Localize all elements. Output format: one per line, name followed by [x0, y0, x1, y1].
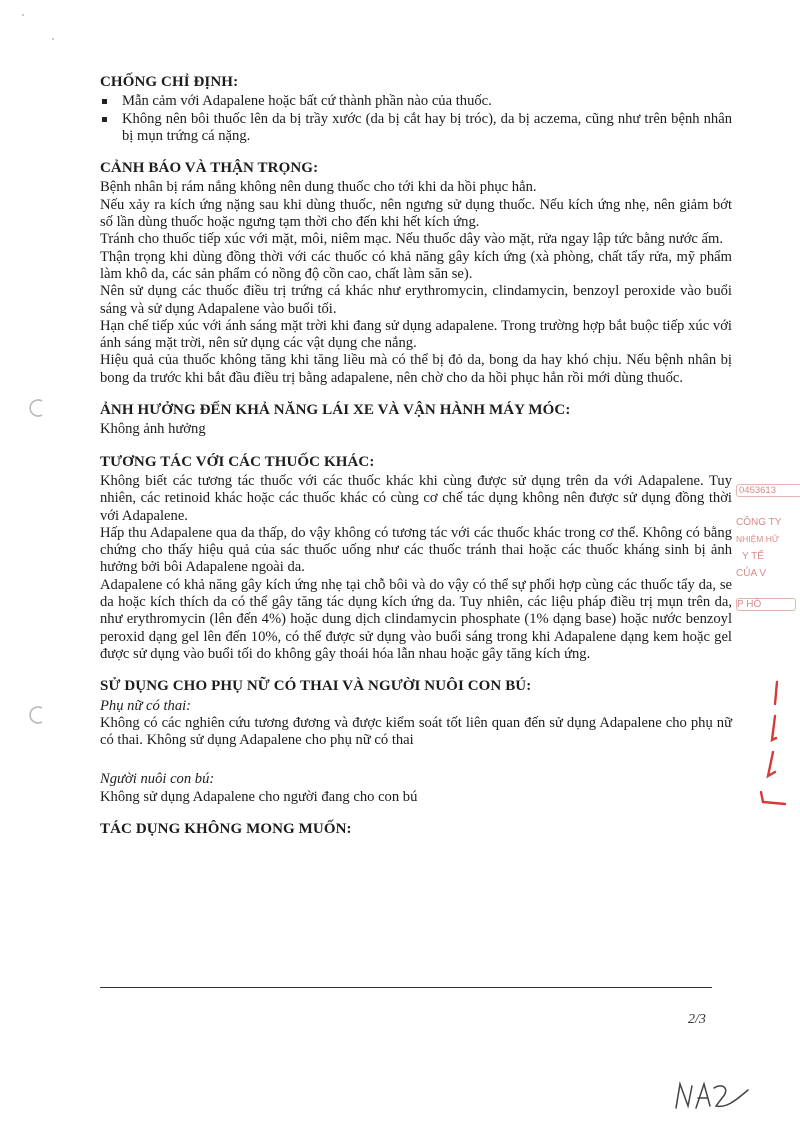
section-side-effects [100, 821, 732, 838]
paragraph: Nên sử dụng các thuốc điều trị trứng cá khác như erythromycin, clindamycin, benzoyl peroxide vào buổi sáng và sử dụng Adapalene vào buổi tối. [100, 283, 732, 317]
punch-hole-icon [26, 397, 48, 419]
subheading-pregnant: Phụ nữ có thai: [100, 697, 192, 714]
stamp-line: NHIỆM HỮ [736, 534, 780, 544]
punch-hole-icon [26, 704, 48, 726]
paragraph: Hấp thu Adapalene qua da thấp, do vậy không có tương tác với các thuốc khác trong cơ thể. Không có bằng chứng cho thấy hiệu quả của sác thuốc uống như các thuốc tránh thai hoặc các thuốc kháng sinh bị ảnh hưởng bởi bôi Adapalene ngoài da. [100, 524, 732, 576]
paragraph: Không biết các tương tác thuốc với các thuốc khác khi cùng được sử dụng trên da với Adapalene. Tuy nhiên, các retinoid khác hoặc các thuốc khác có cùng cơ chế tác dụng không nên được sử dụng đồng thời với Adapalene. [100, 472, 732, 524]
bullet-icon [102, 99, 107, 104]
section-heading: TÁC DỤNG KHÔNG MONG MUỐN: [100, 820, 352, 837]
paragraph: Không sử dụng Adapalene cho người đang cho con bú [100, 788, 418, 805]
section-interactions [100, 454, 732, 664]
red-signature-mark-icon [755, 680, 791, 810]
list-item-text: Mẫn cảm với Adapalene hoặc bất cứ thành phần nào của thuốc. [122, 93, 492, 110]
subheading-nursing: Người nuôi con bú: [100, 771, 215, 788]
paragraph: Tránh cho thuốc tiếp xúc với mặt, môi, niêm mạc. Nếu thuốc dây vào mặt, rửa ngay lập tức bằng nước ấm. [100, 231, 724, 248]
company-stamp [728, 484, 800, 620]
footer-divider [100, 987, 712, 988]
section-heading: ẢNH HƯỞNG ĐẾN KHẢ NĂNG LÁI XE VÀ VẬN HÀNH MÁY MÓC: [100, 402, 571, 419]
stamp-line: CÔNG TY [736, 517, 782, 528]
paragraph: Hạn chế tiếp xúc với ánh sáng mặt trời khi đang sử dụng adapalene. Trong trường hợp bắt buộc tiếp xúc với ánh sáng mặt trời, nên sử dụng các vật dụng che nắng. [100, 317, 732, 352]
list-item-text: Không nên bôi thuốc lên da bị trầy xước (da bị cắt hay bị tróc), da bị aczema, cũng như trên bệnh nhân bị mụn trứng cá nặng. [122, 110, 732, 144]
scan-speck [22, 14, 24, 16]
paragraph: Không ảnh hưởng [100, 421, 206, 438]
section-heading: CẢNH BÁO VÀ THẬN TRỌNG: [100, 160, 319, 177]
stamp-line: CỦA V [736, 568, 767, 579]
section-contraindications [100, 74, 732, 145]
section-heading: TƯƠNG TÁC VỚI CÁC THUỐC KHÁC: [100, 453, 375, 470]
paragraph: Adapalene có khả năng gây kích ứng nhẹ tại chỗ bôi và do vậy có thể sự phối hợp cùng các thuốc tẩy da, se da hoặc kích thích da có thể gây tăng tác dụng kích ứng da. Tuy nhiên, các liệu pháp điều trị mụn trên da, như erythromycin (lên đến 4%) hoặc dung dịch clindamycin phosphate (1% dạng base) hoặc nước benzoyl peroxid dạng gel lên đến 10%, có thể được sử dụng vào buổi sáng trong khi Adapalene dạng kem hoặc gel được sử dụng vào buổi tối do không gây thoái hóa lẫn nhau hoặc gây tăng kích ứng. [100, 576, 732, 662]
scan-speck [52, 38, 54, 40]
section-warnings [100, 160, 732, 387]
bullet-icon [102, 117, 107, 122]
paragraph: Thận trọng khi dùng đồng thời với các thuốc có khả năng gây kích ứng (xà phòng, chất tẩy rửa, mỹ phẩm làm khô da, các sản phẩm có nồng độ cồn cao, chất làm săn se). [100, 248, 732, 282]
paragraph: Nếu xảy ra kích ứng nặng sau khi dùng thuốc, nên ngưng sử dụng thuốc. Nếu kích ứng nhẹ, nên giảm bớt số lần dùng thuốc hoặc ngưng tạm thời cho đến khi hết kích ứng. [100, 196, 732, 231]
page-number: 2/3 [688, 1012, 706, 1027]
contraindication-list [100, 93, 732, 145]
paragraph: Không có các nghiên cứu tương đương và được kiểm soát tốt liên quan đến sử dụng Adapalene cho phụ nữ có thai. Không sử dụng Adapalene cho phụ nữ có thai [100, 714, 732, 749]
list-item [100, 93, 732, 110]
section-heading: SỬ DỤNG CHO PHỤ NỮ CÓ THAI VÀ NGƯỜI NUÔI CON BÚ: [100, 678, 532, 695]
section-driving [100, 402, 732, 439]
document-body [100, 74, 732, 853]
stamp-line: Y TẾ [742, 551, 764, 562]
stamp-registration: 0453613 [736, 484, 800, 497]
paragraph: Hiệu quả của thuốc không tăng khi tăng liều mà có thể bị đỏ da, bong da hay khó chịu. Nếu bệnh nhân bị bong da trước khi bắt đầu điều trị bằng adapalene, nên chờ cho da hồi phục hẳn rồi mới dùng thuốc. [100, 352, 732, 386]
section-pregnancy [100, 678, 732, 806]
section-heading: CHỐNG CHỈ ĐỊNH: [100, 74, 239, 90]
paragraph: Bệnh nhân bị rám nắng không nên dung thuốc cho tới khi da hồi phục hẳn. [100, 179, 537, 196]
stamp-line: P HỒ [736, 598, 796, 611]
handwritten-initials-icon [672, 1078, 752, 1118]
list-item [100, 111, 732, 146]
